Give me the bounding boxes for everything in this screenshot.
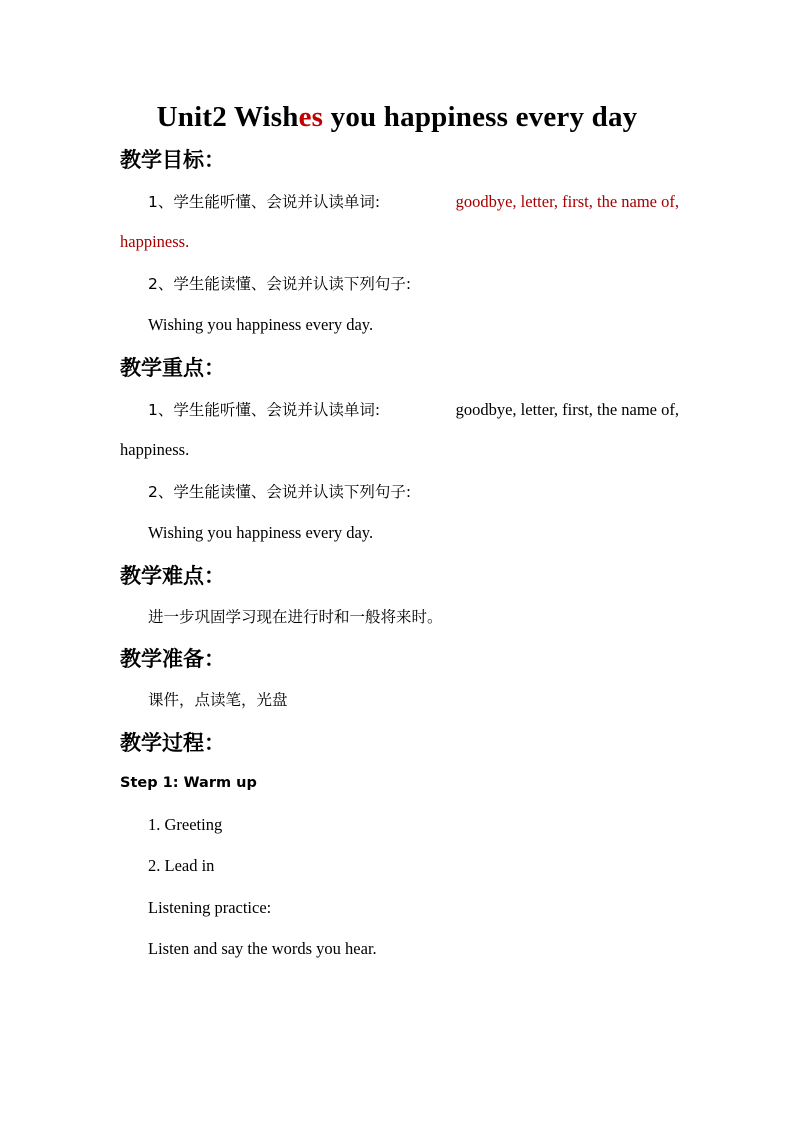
process-item-listening: Listening practice: <box>148 898 272 917</box>
process-item-listen-say: Listen and say the words you hear. <box>148 939 377 958</box>
difficulties-text: 进一步巩固学习现在进行时和一般将来时。 <box>148 608 443 626</box>
process-item-lead-in: 2. Lead in <box>148 856 215 875</box>
difficulties-heading: 教学难点： <box>120 564 225 588</box>
objectives-item1-wrap: happiness. <box>120 232 190 251</box>
title-suffix: you happiness every day <box>323 101 638 133</box>
process-step1: Step 1: Warm up <box>120 775 257 791</box>
key-points-item1-wrap: happiness. <box>120 440 190 459</box>
key-points-item1 <box>148 398 679 422</box>
key-points-sentence: Wishing you happiness every day. <box>148 523 374 542</box>
page-title <box>0 97 794 137</box>
process-item-greeting: 1. Greeting <box>148 815 223 834</box>
process-heading: 教学过程： <box>120 731 225 755</box>
objectives-item1-prefix: 1、学生能听懂、会说并认读单词: <box>148 193 381 211</box>
objectives-item1 <box>148 190 679 214</box>
key-points-heading: 教学重点： <box>120 356 225 380</box>
preparation-text: 课件，点读笔，光盘 <box>148 691 288 709</box>
objectives-item1-words: goodbye, letter, first, the name of, <box>455 192 679 211</box>
objectives-heading: 教学目标： <box>120 148 225 172</box>
key-points-item1-prefix: 1、学生能听懂、会说并认读单词: <box>148 401 381 419</box>
key-points-item1-words: goodbye, letter, first, the name of, <box>455 400 679 419</box>
objectives-sentence: Wishing you happiness every day. <box>148 315 374 334</box>
title-highlight: es <box>298 101 324 133</box>
objectives-item2: 2、学生能读懂、会说并认读下列句子: <box>148 275 412 293</box>
title-prefix: Unit2 Wish <box>156 101 299 133</box>
key-points-item2: 2、学生能读懂、会说并认读下列句子: <box>148 483 412 501</box>
preparation-heading: 教学准备： <box>120 647 225 671</box>
